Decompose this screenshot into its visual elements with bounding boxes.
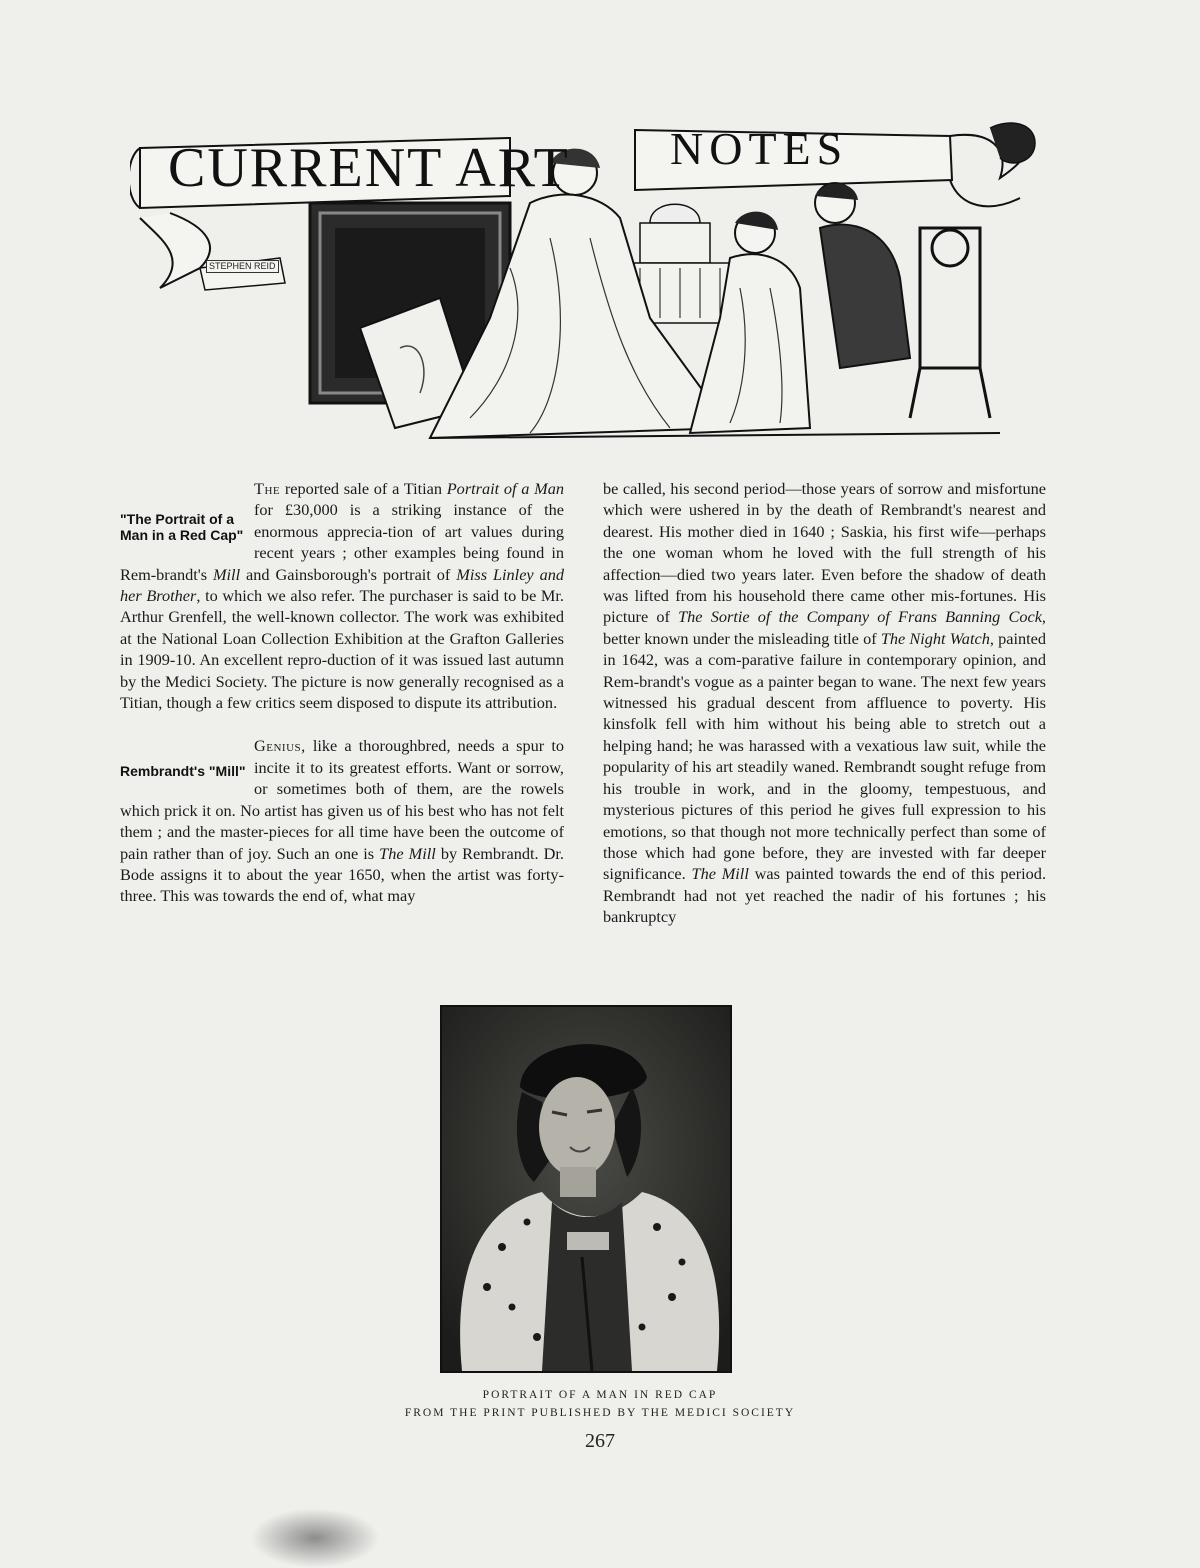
paragraph-second-period (603, 478, 1046, 928)
figure-caption-title: PORTRAIT OF A MAN IN RED CAP (482, 1389, 718, 1401)
page-number: 267 (585, 1430, 615, 1452)
paragraph-gap (120, 713, 564, 735)
italic-title: The Mill (379, 843, 436, 863)
left-column (120, 478, 564, 907)
italic-title: The Mill (691, 864, 749, 884)
paragraph-titian-sale (120, 478, 564, 713)
sidenote-portrait-red-cap: "The Portrait of a Man in a Red Cap" (120, 511, 244, 543)
text-run: , painted in 1642, was a com-parative failure in contemporary opinion, and Rem-brandt's vogue as a painter began to wane. The next few years witnessed his gradual descent from affluence to poverty. His kinsfolk fell with him without his being able to stretch out a helping hand; he was harassed with a vexatious law suit, while the popularity of his art steadily waned. Rembrandt sought refuge from his trouble in work, and in the gloomy, tempestuous, and mysterious pictures of this period he gives full expression to his emotions, so that though not more technically perfect than some of those which had gone before, they are invested with far deeper significance. (603, 628, 1046, 884)
text-run: for £30,000 is a striking instance of the enormous apprecia-tion of art values during recent years ; other examples being found in Rem-brandt's (120, 500, 564, 584)
paragraph-rembrandt-mill (120, 735, 564, 906)
portrait-photo (440, 1005, 732, 1373)
italic-title: The Sortie of the Company of Frans Banning Cock (678, 607, 1042, 627)
dropcap-word: The (254, 479, 281, 498)
text-run: was painted towards the end of this period. Rembrandt had not yet reached the nadir of his fortunes ; his bankruptcy (603, 864, 1047, 927)
italic-title: The Night Watch (880, 628, 990, 648)
text-run: be called, his second period—those years of sorrow and misfortune which were ushered in by the death of Rembrandt's nearest and dearest. His mother died in 1640 ; Saskia, his first wife—perhaps the one woman whom he loved with the full strength of his affection—died two years later. Even before the shadow of death was lifted from his household there came other mis-fortunes. His picture of (603, 479, 1046, 627)
text-run: reported sale of a Titian (280, 479, 447, 498)
scan-shadow (250, 1508, 380, 1568)
artist-signature: STEPHEN REID (206, 260, 279, 273)
sidenote-rembrandts-mill: Rembrandt's "Mill" (120, 763, 246, 780)
text-run: , better known under the misleading title of (603, 607, 1046, 648)
italic-title: Portrait of a Man (446, 479, 564, 498)
header-illustration (130, 118, 1070, 448)
italic-title: Miss Linley and her Brother (120, 564, 564, 606)
italic-title: Mill (212, 564, 241, 584)
right-column (603, 478, 1046, 928)
text-run: by Rembrandt. Dr. Bode assigns it to about the year 1650, when the artist was forty-three. This was towards the end of, what may (120, 843, 564, 906)
text-run: and Gainsborough's portrait of (240, 564, 457, 584)
text-run: , to which we also refer. The purchaser is said to be Mr. Arthur Grenfell, the well-known collector. The work was exhibited at the National Loan Collection Exhibition at the Grafton Galleries in 1909-10. An excellent repro-duction of it was issued last autumn by the Medici Society. The picture is now generally recognised as a Titian, though a few critics seem disposed to dispute its attribution. (120, 586, 564, 713)
portrait-photo-icon (442, 1007, 730, 1371)
dropcap-word: Genius, (254, 736, 306, 756)
banner-title-right: NOTES (670, 123, 849, 174)
banner-title-left: CURRENT ART (168, 137, 570, 199)
text-run: like a thoroughbred, needs a spur to incite it to its greatest efforts. Want or sorrow, or sometimes both of them, are the rowels which prick it on. No artist has given us of his best who has not felt them ; and the master-pieces for all time have been the outcome of pain rather than of joy. Such an one is (120, 736, 564, 863)
figure-caption-credit: FROM THE PRINT PUBLISHED BY THE MEDICI SOCIETY (404, 1407, 796, 1419)
